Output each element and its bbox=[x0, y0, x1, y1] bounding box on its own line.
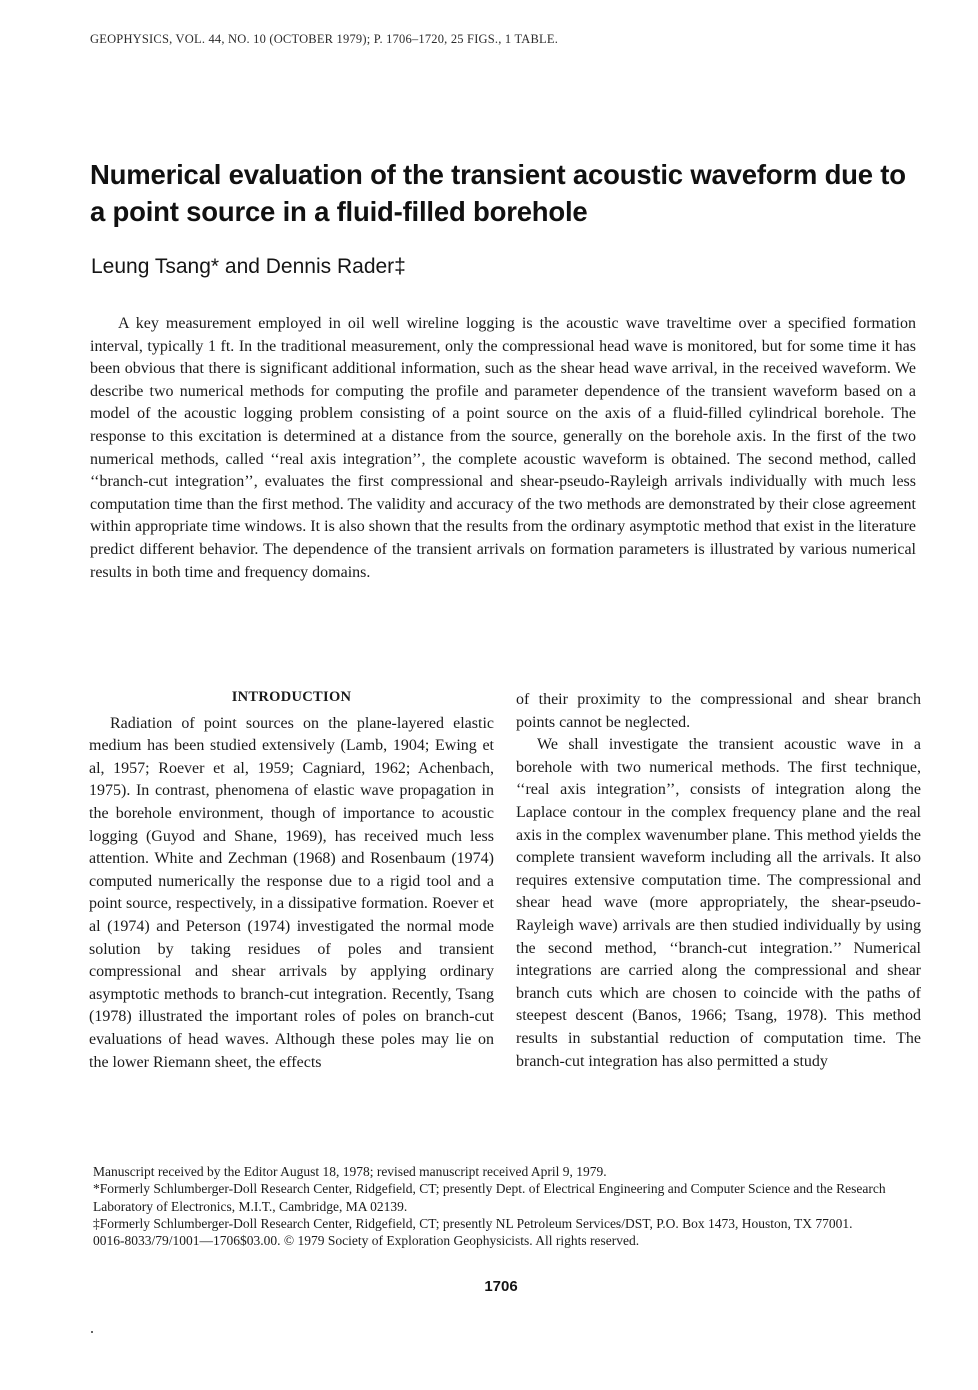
footnote-copyright: 0016-8033/79/1001—1706$03.00. © 1979 Society of Exploration Geophysicists. All rights reserved. bbox=[93, 1233, 640, 1249]
right-column bbox=[516, 689, 921, 1073]
body-paragraph: Radiation of point sources on the plane-layered elastic medium has been studied extensively (Lamb, 1904; Ewing et al, 1957; Roever et al, 1959; Cagniard, 1962; Achenbach, 1975). In contrast, phenomena of elastic wave propagation in the borehole environment, though of importance to acoustic logging (Guyod and Shane, 1969), has received much less attention. White and Zechman (1968) and Rosenbaum (1974) computed numerically the response due to a rigid tool and a point source, respectively, in a dissipative formation. Roever et al (1974) and Peterson (1974) investigated the normal mode solution by taking residues of poles and transient compressional and shear arrivals by applying ordinary asymptotic methods to branch-cut integration. Recently, Tsang (1978) illustrated the important roles of poles on branch-cut evaluations of head waves. Although these poles may lie on the lower Riemann sheet, the effects bbox=[89, 714, 494, 1071]
footnotes bbox=[93, 1163, 921, 1249]
footnote-author-2: ‡Formerly Schlumberger-Doll Research Center, Ridgefield, CT; presently NL Petroleum Services/DST, P.O. Box 1473, Houston, TX 77001. bbox=[93, 1215, 853, 1231]
footnote-author-1: *Formerly Schlumberger-Doll Research Center, Ridgefield, CT; presently Dept. of Electrical Engineering and Computer Science and the Research Laboratory of Electronics, M.I.T., Cambridge, MA 02139. bbox=[93, 1181, 886, 1214]
scan-speck bbox=[91, 1331, 93, 1333]
page-number: 1706 bbox=[484, 1278, 518, 1295]
abstract: A key measurement employed in oil well wireline logging is the acoustic wave traveltime over a specified formation interval, typically 1 ft. In the traditional measurement, only the compressional head wave is monitored, but for some time it has been obvious that there is significant additional information, such as the shear head wave arrival, in the received waveform. We describe two numerical methods for computing the profile and parameter dependence of the transient waveform based on a model of the acoustic logging problem consisting of a point source on the axis of a fluid-filled cylindrical borehole. The response to this excitation is determined at a distance from the source, generally on the borehole axis. In the first of the two numerical methods, called ‘‘real axis integration’’, the complete acoustic waveform is obtained. The second method, called ‘‘branch-cut integration’’, evaluates the first compressional and shear-pseudo-Rayleigh arrivals individually with much less computation time than the first method. The validity and accuracy of the two methods are demonstrated by their close agreement within appropriate time windows. It is also shown that the results from the ordinary asymptotic method that exist in the literature predict different behavior. The dependence of the transient arrivals on formation parameters is illustrated by various numerical results in both time and frequency domains. bbox=[90, 315, 916, 581]
left-column bbox=[89, 686, 494, 1074]
body-paragraph: We shall investigate the transient acoustic wave in a borehole with two numerical methods. The first technique, ‘‘real axis integration’’, consists of integration along the Laplace contour in the complex frequency plane and the real axis in the complex wavenumber plane. This method yields the complete transient waveform including all the arrivals. It also requires extensive computation time. The compressional and shear head wave (more appropriately, the shear-pseudo-Rayleigh wave) arrivals are then studied individually by using the second method, ‘‘branch-cut integration.’’ Numerical integrations are carried along the compressional and shear branch cuts which are chosen to coincide with the paths of steepest descent (Banos, 1966; Tsang, 1978). This method results in substantial reduction of computation time. The branch-cut integration has also permitted a study bbox=[516, 736, 921, 1070]
running-head: GEOPHYSICS, VOL. 44, NO. 10 (OCTOBER 1979); P. 1706–1720, 25 FIGS., 1 TABLE. bbox=[90, 32, 559, 46]
section-heading-introduction: INTRODUCTION bbox=[231, 689, 352, 705]
paper-title: Numerical evaluation of the transient acoustic waveform due to a point source in a fluid-filled borehole bbox=[90, 159, 906, 227]
footnote-received: Manuscript received by the Editor August 18, 1978; revised manuscript received April 9, 1979. bbox=[93, 1164, 607, 1179]
body-paragraph-continued: of their proximity to the compressional and shear branch points cannot be neglected. bbox=[516, 691, 921, 731]
author-line: Leung Tsang* and Dennis Rader‡ bbox=[91, 255, 406, 278]
